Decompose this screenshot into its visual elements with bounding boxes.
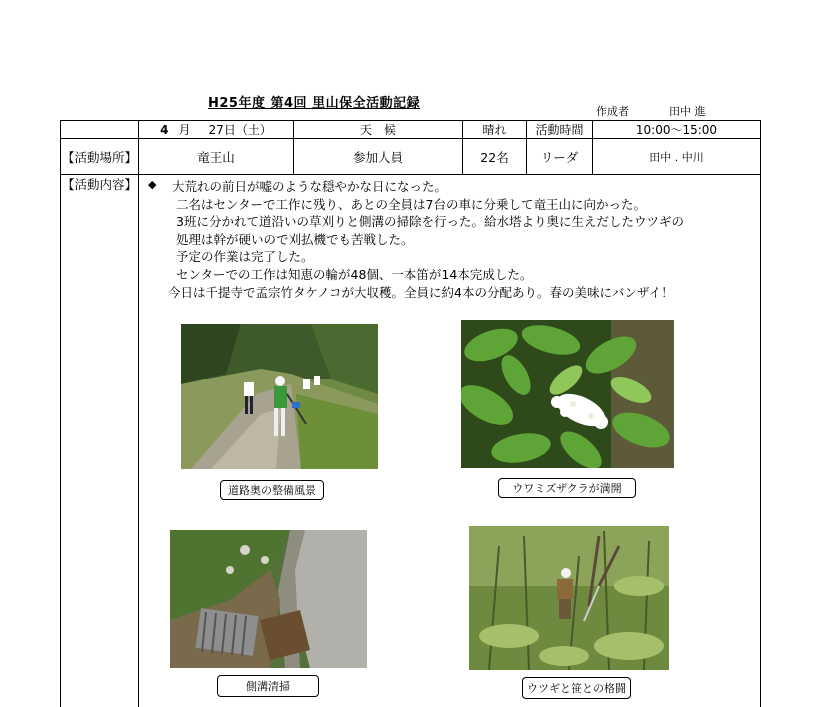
time-label: 活動時間: [535, 123, 584, 137]
content-line: 大荒れの前日が嘘のような穏やかな日になった。: [172, 179, 448, 194]
date-day: 27日（土）: [208, 123, 272, 137]
leader-label: リーダ: [540, 149, 579, 165]
date-month-unit: 月: [178, 123, 191, 137]
bullet-diamond-icon: ◆: [148, 178, 157, 191]
table-border-left: [60, 120, 61, 707]
caption-ditch-cleaning: 側溝清掃: [217, 675, 319, 697]
leader-value: 田中 . 中川: [649, 150, 704, 164]
photo-ditch-cleaning: [170, 530, 367, 668]
photo-shrub-clearing: [469, 526, 669, 670]
photo-road-maintenance: [181, 324, 378, 469]
place-value: 竜王山: [197, 149, 235, 165]
caption-road-maintenance: 道路奥の整備風景: [220, 480, 324, 500]
caption-shrub-clearing: ウツギと笹との格闘: [522, 677, 631, 699]
date-cell: [139, 121, 293, 138]
author-label: 作成者: [596, 105, 629, 118]
place-label: 【活動場所】: [61, 149, 137, 165]
author-name: 田中 進: [669, 105, 706, 118]
time-value: 10:00〜15:00: [635, 123, 718, 137]
content-line: 二名はセンターで工作に残り、あとの全員は7台の車に分乗して竜王山に向かった。: [176, 196, 646, 212]
content-label: 【活動内容】: [61, 177, 137, 192]
content-line: 3班に分かれて道沿いの草刈りと側溝の掃除を行った。給水塔より奥に生えだしたウツギの: [176, 214, 684, 230]
table-row-divider: [60, 174, 761, 175]
participants-value: 22名: [480, 149, 509, 165]
table-column-divider: [138, 120, 139, 707]
document-title: H25年度 第4回 里山保全活動記録: [208, 96, 421, 111]
author-line: [596, 103, 706, 119]
weather-label: 天 候: [359, 123, 396, 137]
participants-label: 参加人員: [352, 149, 403, 165]
content-line: 処理は幹が硬いので刈払機でも苦戦した。: [176, 231, 414, 247]
weather-value: 晴れ: [482, 123, 507, 137]
content-line: センターでの工作は知恵の輪が48個、一本笛が14本完成した。: [176, 266, 533, 282]
caption-cherry-blossom: ウワミズザクラが満開: [498, 478, 636, 498]
table-border-right: [760, 120, 761, 707]
photo-cherry-blossom: [461, 320, 674, 468]
content-line: 今日は千提寺で孟宗竹タケノコが大収穫。全員に約4本の分配あり。春の美味にバンザイ！: [168, 284, 674, 300]
activity-content: [148, 178, 684, 301]
date-month: 4: [160, 122, 169, 137]
content-line: 予定の作業は完了した。: [176, 249, 314, 265]
